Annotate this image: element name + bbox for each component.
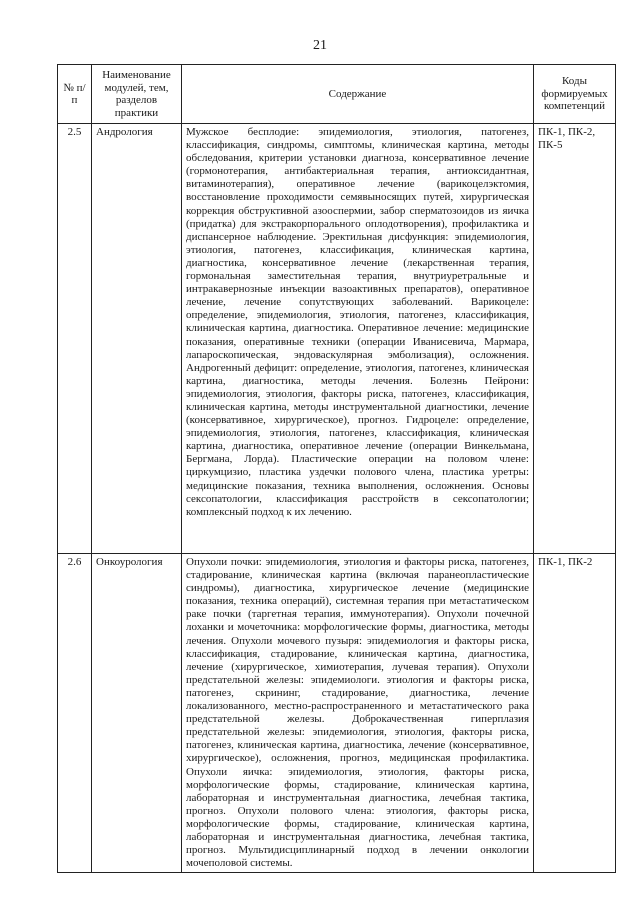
header-content: Содержание <box>182 65 534 124</box>
row-num: 2.5 <box>58 124 92 554</box>
row-content: Опухоли почки: эпидемиология, этиология и факторы риска, патогенез, стадирование, клиническая картина (включая паранеопластические синдромы), диагностика, хирургическое лечение (медицинские показания, техника операций), системная терапия при метастатическом раке почки (таргетная терапия, иммунотерапия). Опухоли почечной лоханки и мочеточника: морфологические формы, диагностика, методы лечения. Опухоли мочевого пузыря: эпидемиология и факторы риска, классификация, стадирование, клиническая картина, диагностика, лечение (хирургическое, химиотерапия, лучевая терапия). Опухоли предстательной железы: эпидемиологи. этиология и факторы риска, патогенез, скрининг, стадирование, диагностика, лечение локализованного, местно-распространенного и метастатического рака предстательной железы. Доброкачественная гиперплазия предстательной железы: эпидемиология, этиология, факторы риска, патогенез, клиническая картина, диагностика, лечение (консервативное, хирургическое), осложнения, прогноз, медицинская профилактика. Опухоли яичка: эпидемиология, этиология, факторы риска, морфологические формы, стадирование, клиническая картина, лабораторная и инструментальная диагностика, лечебная тактика, прогноз. Опухоли полового члена: этиология, факторы риска, морфологические формы, стадирование, клиническая картина, лабораторная и инструментальная диагностика, лечебная тактика, прогноз. Мультидисциплинарный подход в лечении онкологии мочеполовой системы. <box>182 554 534 873</box>
header-num: № п/п <box>58 65 92 124</box>
row-module-name: Онкоурология <box>92 554 182 873</box>
row-module-name: Андрология <box>92 124 182 554</box>
row-content: Мужское бесплодие: эпидемиология, этиология, патогенез, классификация, синдромы, симптомы, клиническая картина, методы обследования, критерии установки диагноза, консервативное лечение (гормонотерапия, антибактериальная терапия, антиоксидантная, витаминотерапия), оперативное лечение (варикоцелэктомия, восстановление проходимости семявыносящих путей, хирургическая коррекция обструктивной азооспермии, забор сперматозоидов из яичка (придатка) для экстракорпорального оплодотворения), профилактика и диспансерное наблюдение. Эректильная дисфункция: эпидемиология, этиология, патогенез, классификация, клиническая картина, диагностика, консервативное лечение (лекарственная терапия, гормональная заместительная терапия, внутриуретральные и интракавернозные инъекции вазоактивных препаратов), оперативное лечение, лечение сопутствующих заболеваний. Варикоцеле: определение, эпидемиология, этиология, патогенез, классификация, клиническая картина, диагностика. Оперативное лечение: медицинские показания, оперативные техники (операции Иванисевича, Мармара, лапароскопическая, эндоваскулярная эмболизация), осложнения. Андрогенный дефицит: определение, этиология, патогенез, клиническая картина, диагностика, методы лечения. Болезнь Пейрони: эпидемиология, этиология, факторы риска, патогенез, классификация, клиническая картина, методы инструментальной диагностики, лечение (консервативное, хирургическое), прогноз. Гидроцеле: определение, эпидемиология, этиология, патогенез, классификация, клиническая картина, диагностика, оперативное лечение (операции Винкельмана, Бергмана, Лорда). Пластические операции на половом члене: циркумцизио, пластика уздечки полового члена, пластика уретры: медицинские показания, техника выполнения, осложнения. Основы сексопатологии, классификация расстройств в сексопатологии; комплексный подход к их лечению. <box>182 124 534 554</box>
table-row <box>58 554 616 873</box>
page-number: 21 <box>313 38 327 53</box>
header-codes: Коды формируемых компетенций <box>534 65 616 124</box>
row-competency-codes: ПК-1, ПК-2 <box>534 554 616 873</box>
table-body <box>58 124 616 873</box>
header-row <box>58 65 616 124</box>
row-competency-codes: ПК-1, ПК-2, ПК-5 <box>534 124 616 554</box>
row-num: 2.6 <box>58 554 92 873</box>
table-header <box>58 65 616 124</box>
curriculum-table <box>57 64 616 873</box>
header-name: Наименование модулей, тем, разделов практики <box>92 65 182 124</box>
table-row <box>58 124 616 554</box>
